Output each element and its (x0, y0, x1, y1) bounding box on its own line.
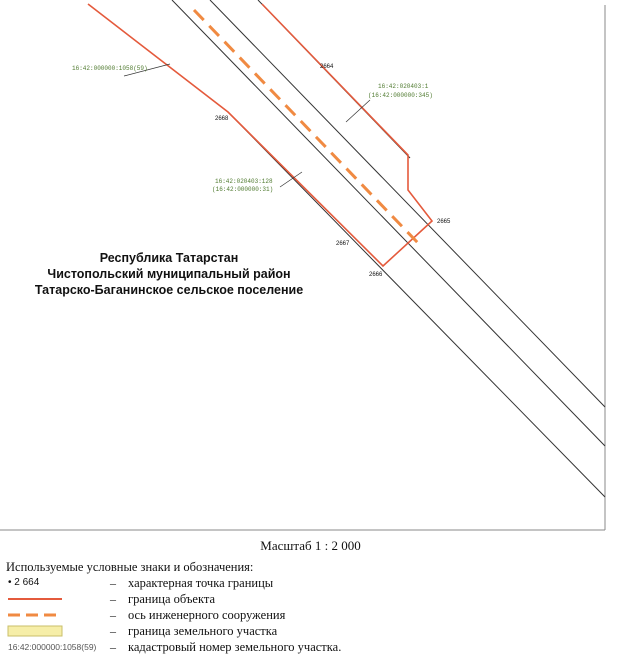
admin-settlement-label: Татарско-Баганинское сельское поселение (34, 283, 304, 297)
cadastral-label: (16:42:000000:31) (212, 186, 274, 193)
parcel-boundary-line (210, 0, 605, 407)
cadastral-label: 16:42:020403:128 (215, 178, 273, 185)
legend-symbol-point (6, 575, 98, 591)
boundary-point-label: 2666 (369, 272, 383, 278)
legend-row-engineering-axis (6, 607, 606, 623)
boundary-point-label: 2668 (215, 116, 229, 122)
boundary-point-label: 2664 (320, 64, 334, 70)
legend-dash: – (110, 608, 116, 622)
legend-row-point (6, 575, 606, 591)
legend-text-engineering-axis: ось инженерного сооружения (128, 608, 286, 622)
admin-district-label: Чистопольский муниципальный район (47, 267, 291, 281)
legend-text-point: характерная точка границы (128, 576, 274, 590)
parcel-boundary-line (172, 0, 605, 446)
cadastral-sample: 16:42:000000:1058(59) (8, 642, 97, 652)
red-line-icon (6, 591, 98, 607)
legend-symbol-parcel-boundary (6, 623, 98, 639)
map-scale: Масштаб 1 : 2 000 (260, 538, 361, 553)
dashed-line-icon (6, 607, 98, 623)
legend-symbol-object-boundary (6, 591, 98, 607)
legend-dash: – (110, 576, 116, 590)
legend-title: Используемые условные знаки и обозначения: (6, 560, 254, 574)
legend-text-parcel-boundary: граница земельного участка (128, 624, 278, 638)
legend-dash: – (110, 592, 116, 606)
legend-dash: – (110, 624, 116, 638)
legend-text-object-boundary: граница объекта (128, 592, 216, 606)
legend-text-cadastral: кадастровый номер земельного участка. (128, 640, 342, 654)
admin-region-label: Республика Татарстан (99, 251, 239, 265)
engineering-axis (194, 10, 418, 243)
point-sample: • 2 664 (8, 577, 40, 588)
legend-row-parcel-boundary (6, 623, 606, 639)
cadastral-label: 16:42:000000:1058(59) (72, 65, 148, 72)
legend (6, 559, 606, 655)
parcel-swatch-icon (6, 623, 98, 639)
legend-dash: – (110, 640, 116, 654)
cadastral-label: 16:42:020403:1 (378, 83, 429, 90)
boundary-point-label: 2667 (336, 241, 350, 247)
legend-symbol-engineering-axis (6, 607, 98, 623)
parcel-boundary-line (228, 112, 605, 497)
boundary-point-label: 2665 (437, 219, 451, 225)
legend-row-object-boundary (6, 591, 606, 607)
legend-row-cadastral (6, 639, 606, 655)
cadastral-label: (16:42:000000:345) (368, 92, 433, 99)
object-boundary (88, 4, 432, 266)
legend-symbol-cadastral (6, 639, 98, 655)
